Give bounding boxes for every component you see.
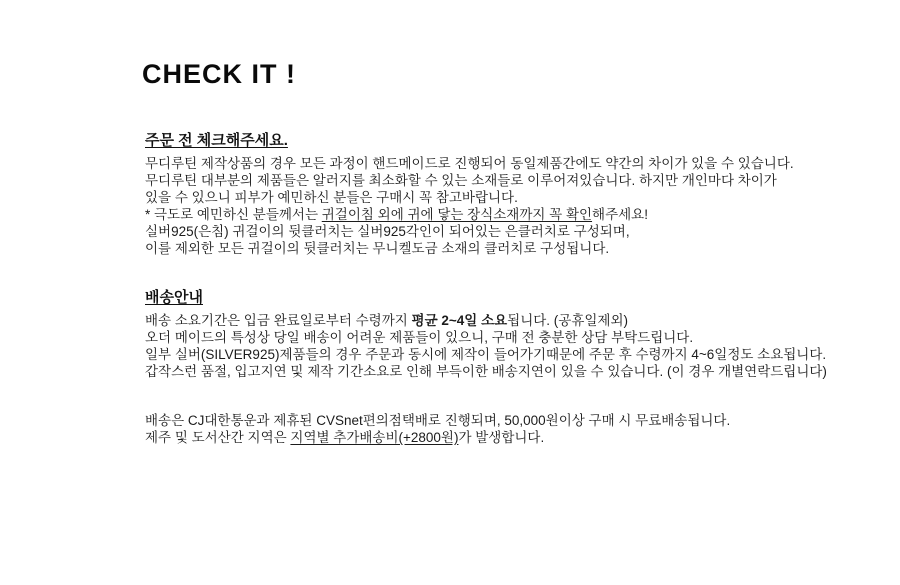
order-check-section	[142, 131, 822, 257]
text-line: 무디루틴 제작상품의 경우 모든 과정이 핸드메이드로 진행되어 동일제품간에도 약간의 차이가 있을 수 있습니다.	[145, 156, 794, 171]
underlined-text-segment: 귀걸이침 외에 귀에 닿는 장식소재까지 꼭 확인	[321, 207, 593, 222]
shipping-text	[142, 312, 827, 446]
text-line	[145, 312, 822, 329]
underlined-text-segment: 지역별 추가배송비(+2800원)	[290, 430, 459, 445]
text-line: 오더 메이드의 특성상 당일 배송이 어려운 제품들이 있으니, 구매 전 충분한 상담 부탁드립니다.	[145, 330, 694, 345]
text-line: 실버925(은침) 귀걸이의 뒷클러치는 실버925각인이 되어있는 은클러치로 구성되며,	[145, 224, 630, 239]
text-segment: * 극도로 예민하신 분들께서는	[145, 207, 322, 222]
text-line: 이를 제외한 모든 귀걸이의 뒷클러치는 무니켈도금 소재의 클러치로 구성됩니다.	[145, 241, 610, 256]
text-segment: 됩니다. (공휴일제외)	[507, 313, 628, 328]
text-segment: 가 발생합니다.	[458, 430, 545, 445]
text-line: 무디루틴 대부분의 제품들은 알러지를 최소화할 수 있는 소재들로 이루어져있습니다. 하지만 개인마다 차이가	[145, 173, 777, 188]
text-line: 일부 실버(SILVER925)제품들의 경우 주문과 동시에 제작이 들어가기때문에 주문 후 수령까지 4~6일정도 소요됩니다.	[145, 347, 827, 362]
text-segment: 제주 및 도서산간 지역은	[145, 430, 291, 445]
text-segment: 배송 소요기간은 입금 완료일로부터 수령까지	[145, 313, 412, 328]
page-title: CHECK IT !	[142, 59, 296, 89]
shipping-section-title: 배송안내	[145, 289, 203, 306]
notice-content	[142, 58, 827, 446]
shipping-section	[142, 288, 827, 446]
bold-text-segment: 평균 2~4일 소요	[411, 313, 508, 328]
text-line	[145, 429, 822, 446]
order-check-section-title: 주문 전 체크해주세요.	[145, 132, 288, 149]
text-line	[145, 206, 822, 223]
text-segment: 해주세요!	[592, 207, 648, 222]
order-check-text	[142, 155, 822, 257]
text-line: 배송은 CJ대한통운과 제휴된 CVSnet편의점택배로 진행되며, 50,000원이상 구매 시 무료배송됩니다.	[145, 413, 731, 428]
text-line: 갑작스런 품절, 입고지연 및 제작 기간소요로 인해 부득이한 배송지연이 있을 수 있습니다. (이 경우 개별연락드립니다)	[145, 364, 827, 379]
text-line: 있을 수 있으니 피부가 예민하신 분들은 구매시 꼭 참고바랍니다.	[145, 190, 518, 205]
